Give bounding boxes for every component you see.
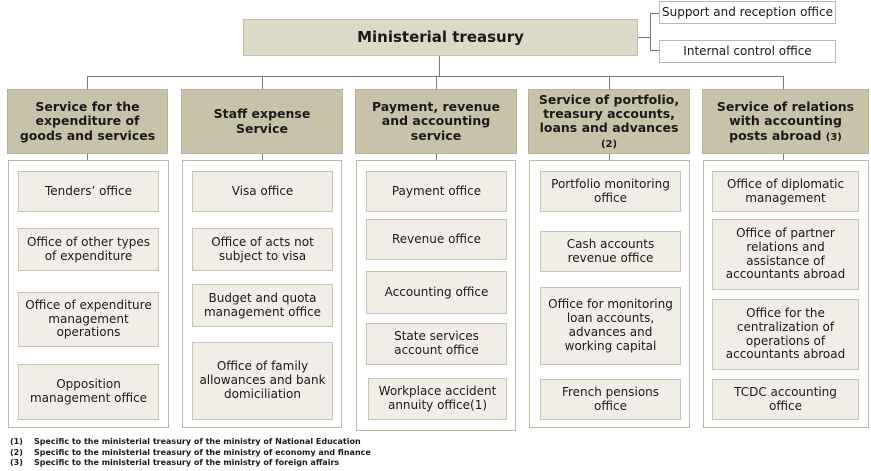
internal-control-office-box bbox=[659, 40, 836, 63]
service-title: Service of relations with accounting posts abroad bbox=[716, 98, 855, 143]
footnotes bbox=[10, 437, 371, 469]
office-label: Office of partner relations and assistance of accountants abroad bbox=[725, 225, 846, 282]
office-label: Office of acts not subject to visa bbox=[211, 234, 314, 263]
footnote-1 bbox=[10, 437, 371, 448]
office-label: Budget and quota management office bbox=[203, 290, 322, 319]
footnote-text: Specific to the ministerial treasury of the ministry of economy and finance bbox=[34, 447, 371, 457]
office-label: Payment office bbox=[391, 183, 482, 198]
office-box bbox=[712, 379, 859, 420]
office-label: French pensions office bbox=[561, 384, 660, 413]
office-box bbox=[540, 231, 681, 272]
ministerial-treasury-box bbox=[243, 19, 638, 56]
internal-control-office-label: Internal control office bbox=[683, 43, 812, 58]
office-label: Revenue office bbox=[392, 231, 481, 246]
office-box bbox=[712, 219, 859, 290]
footnote-ref: (2) bbox=[600, 138, 618, 150]
service-header-abroad bbox=[702, 89, 869, 154]
service-title: Service for the expenditure of goods and services bbox=[19, 98, 156, 143]
footnote-2 bbox=[10, 448, 371, 459]
office-label: Office of other types of expenditure bbox=[26, 234, 151, 263]
office-box bbox=[192, 228, 333, 271]
office-box bbox=[18, 171, 159, 212]
service-header-staff bbox=[181, 89, 343, 154]
ministerial-treasury-title: Ministerial treasury bbox=[357, 27, 524, 46]
service-header-goods bbox=[7, 89, 168, 154]
office-box bbox=[366, 271, 507, 314]
support-reception-office-box bbox=[659, 1, 836, 24]
office-box bbox=[540, 287, 681, 365]
footnote-number: (3) bbox=[10, 458, 23, 467]
office-box bbox=[18, 228, 159, 271]
office-box bbox=[192, 171, 333, 212]
office-label: Tenders’ office bbox=[44, 183, 133, 198]
service-title: Payment, revenue and accounting service bbox=[371, 98, 501, 143]
service-header-payment bbox=[355, 89, 517, 154]
service-header-portfolio bbox=[528, 89, 690, 154]
office-box bbox=[192, 284, 333, 327]
footnote-ref: (3) bbox=[825, 131, 842, 143]
service-title: Service of portfolio, treasury accounts, loans and advances bbox=[538, 91, 680, 136]
office-box bbox=[712, 299, 859, 370]
footnote-number: (1) bbox=[10, 437, 23, 446]
office-label: State services account office bbox=[394, 329, 479, 357]
office-box bbox=[366, 323, 507, 365]
office-label: TCDC accounting office bbox=[734, 384, 837, 413]
office-label: Office of diplomatic management bbox=[726, 176, 845, 205]
office-label: Office of family allowances and bank domiciliation bbox=[199, 359, 326, 401]
office-box bbox=[368, 378, 507, 420]
footnote-3 bbox=[10, 458, 371, 469]
office-label: Portfolio monitoring office bbox=[551, 176, 670, 205]
office-box bbox=[366, 219, 507, 260]
office-label: Cash accounts revenue office bbox=[566, 236, 655, 265]
office-box bbox=[712, 171, 859, 212]
office-label: Office for the centralization of operations of accountants abroad bbox=[725, 305, 846, 362]
office-box bbox=[18, 292, 159, 347]
footnote-number: (2) bbox=[10, 447, 23, 457]
office-box bbox=[540, 379, 681, 420]
office-box bbox=[18, 364, 159, 420]
office-label: Office of expenditure management operations bbox=[25, 297, 152, 340]
support-reception-office-label: Support and reception office bbox=[661, 4, 834, 19]
office-box bbox=[540, 171, 681, 212]
office-box bbox=[366, 171, 507, 212]
office-label: Opposition management office bbox=[29, 377, 148, 405]
office-label: Visa office bbox=[231, 183, 294, 198]
footnote-text: Specific to the ministerial treasury of the ministry of National Education bbox=[34, 437, 361, 446]
office-label: Accounting office bbox=[384, 284, 489, 299]
office-label: Office for monitoring loan accounts, advances and working capital bbox=[548, 297, 673, 353]
office-box bbox=[192, 342, 333, 420]
service-title: Staff expense Service bbox=[213, 106, 311, 136]
office-label: Workplace accident annuity office(1) bbox=[378, 384, 497, 412]
footnote-text: Specific to the ministerial treasury of the ministry of foreign affairs bbox=[34, 458, 340, 467]
